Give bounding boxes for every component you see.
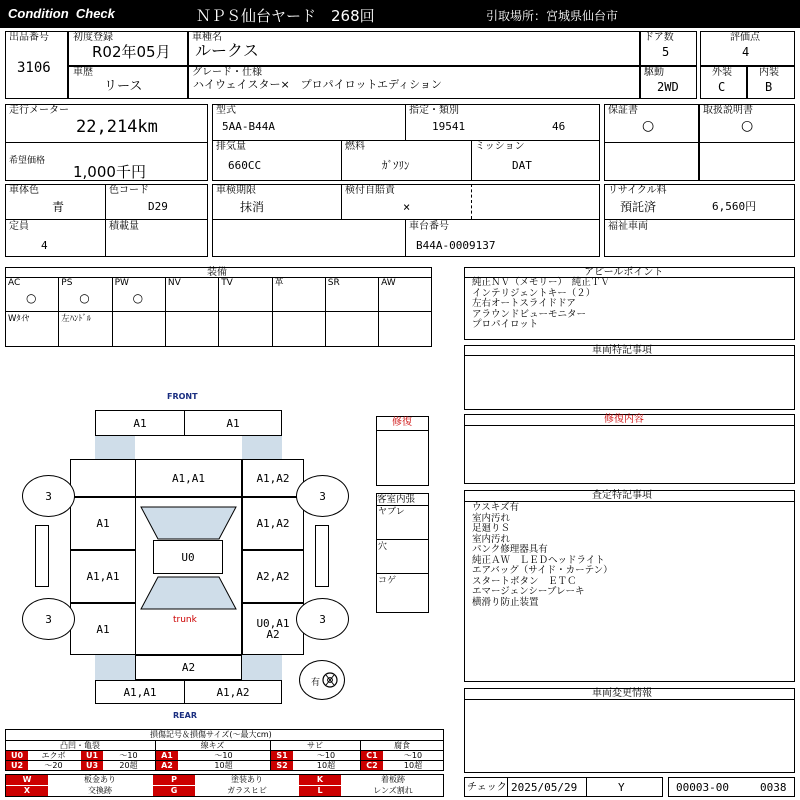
warranty-mark: ○ bbox=[642, 118, 655, 134]
inspector-notes-list bbox=[472, 503, 613, 608]
symbol-code: K bbox=[299, 775, 341, 785]
panel-right-quarter: U0,A1 A2 bbox=[242, 603, 304, 655]
legend-size: 〜10 bbox=[403, 751, 423, 760]
inspection-box bbox=[212, 184, 600, 257]
equipment-mark: ○ bbox=[132, 291, 144, 305]
score-label: 評価点 bbox=[730, 32, 760, 43]
front-label: FRONT bbox=[167, 392, 198, 401]
appeal-line: プロパイロット bbox=[472, 319, 539, 330]
legend-size: 20超 bbox=[119, 761, 138, 770]
inspection-value: 抹消 bbox=[240, 200, 265, 214]
panel-right-door-front: A1,A2 bbox=[242, 497, 304, 550]
note-line: エマージェンシーブレーキ bbox=[472, 586, 585, 597]
spare-tire-icon bbox=[322, 672, 338, 688]
drive-label: 駆動 bbox=[644, 67, 664, 78]
manual-mark: ○ bbox=[741, 118, 754, 134]
panel-hood: A1,A1 bbox=[135, 459, 242, 497]
legend-size: エクボ bbox=[41, 751, 66, 760]
doors-value: 5 bbox=[662, 45, 670, 59]
cabin-item: ヤブレ bbox=[378, 507, 405, 517]
mirror-right bbox=[315, 525, 329, 587]
mileage-label: 走行メーター bbox=[9, 105, 69, 116]
legend-code: A1 bbox=[156, 751, 178, 760]
legend-group-title: 凸凹・亀裂 bbox=[60, 741, 100, 750]
cabin-title: 客室内張 bbox=[377, 494, 416, 505]
equipment-mark: ○ bbox=[79, 291, 90, 305]
legend-title: 損傷記号＆損傷サイズ(〜最大cm) bbox=[150, 730, 272, 739]
grade-label: グレード・仕様 bbox=[192, 67, 262, 78]
drive-value: 2WD bbox=[657, 80, 679, 94]
designation-label: 指定・類別 bbox=[409, 105, 459, 116]
chassis-value: B44A-0009137 bbox=[416, 239, 496, 252]
price-value: 1,000千円 bbox=[73, 163, 146, 181]
color-code-value: D29 bbox=[148, 200, 168, 213]
exterior-value: C bbox=[718, 80, 726, 94]
tire-rear-left: 3 bbox=[22, 598, 75, 640]
panel-front-fender-left bbox=[70, 459, 136, 497]
symbol-code: P bbox=[153, 775, 195, 785]
car-name-label: 車種名 bbox=[192, 32, 222, 43]
header-bar bbox=[0, 0, 800, 28]
note-line: スタートボタン ＥＴＣ bbox=[472, 575, 577, 587]
exterior-label: 外装 bbox=[712, 67, 732, 78]
symbol-label: 板金あり bbox=[84, 775, 116, 784]
glass-shapes bbox=[135, 497, 242, 655]
check-mark: Y bbox=[618, 781, 625, 794]
grade-value: ハイウェイスター× プロパイロットエディション bbox=[193, 78, 442, 91]
cabin-item: コゲ bbox=[378, 576, 397, 586]
equipment-label: PS bbox=[61, 278, 73, 288]
equipment-label: AW bbox=[381, 278, 396, 288]
legend-code: C2 bbox=[361, 761, 383, 770]
manual-label: 取扱説明書 bbox=[703, 105, 753, 116]
note-line: 純正ＡＷ ＬＥＤヘッドライト bbox=[472, 554, 605, 566]
note-line: パンク修理器具有 bbox=[472, 544, 548, 555]
lot-number: 3106 bbox=[17, 60, 51, 76]
panel-front-fender-right: A1,A2 bbox=[242, 459, 304, 497]
legend-code: C1 bbox=[361, 751, 383, 760]
symbol-label: 塗装あり bbox=[231, 775, 263, 784]
legend-code: U1 bbox=[81, 751, 103, 760]
designation-value: 19541 bbox=[432, 120, 466, 133]
legend-size: 〜20 bbox=[44, 761, 63, 770]
legend-group-title: 線キズ bbox=[200, 741, 225, 750]
lot-label: 出品番号 bbox=[9, 32, 49, 43]
cabin-item: 穴 bbox=[378, 542, 388, 552]
appeal-line: 左右オートスライドドア bbox=[472, 298, 576, 309]
panel-rear-bumper-left: A1,A1 bbox=[95, 680, 185, 704]
body-color-value: 青 bbox=[52, 200, 65, 214]
history-value: リース bbox=[104, 79, 143, 94]
legend-code: U2 bbox=[6, 761, 28, 770]
equipment-label: 革 bbox=[274, 278, 284, 288]
model-value: 5AA-B44A bbox=[222, 120, 275, 133]
capacity-value: 4 bbox=[41, 239, 48, 252]
equipment-title: 装備 bbox=[207, 267, 227, 278]
displacement-value: 660CC bbox=[228, 159, 262, 172]
legend-size: 10超 bbox=[403, 761, 423, 770]
interior-label: 内装 bbox=[759, 67, 779, 78]
pickup-location: 引取場所：宮城県仙台市 bbox=[486, 9, 619, 23]
mission-value: DAT bbox=[512, 159, 532, 172]
symbol-label: レンズ割れ bbox=[373, 786, 413, 795]
legend-code: S2 bbox=[271, 761, 293, 770]
note-line: 足廻りＳ bbox=[472, 523, 511, 534]
panel-rear-bumper-right: A1,A2 bbox=[184, 680, 282, 704]
panel-roof: U0 bbox=[153, 540, 223, 574]
appeal-list bbox=[472, 278, 610, 331]
capacity-label: 定員 bbox=[9, 221, 29, 232]
symbol-code: L bbox=[299, 786, 341, 796]
inspection-label: 車検期限 bbox=[216, 185, 256, 196]
symbol-label: 交換跡 bbox=[88, 786, 112, 795]
color-code-label: 色コード bbox=[109, 185, 149, 196]
trunk-label: trunk bbox=[173, 615, 197, 625]
code-number: 0038 bbox=[760, 781, 787, 794]
legend-code: S1 bbox=[271, 751, 293, 760]
recycle-label: リサイクル料 bbox=[608, 185, 667, 196]
legend-size: 〜10 bbox=[119, 751, 138, 760]
warranty-label: 保証書 bbox=[608, 105, 638, 116]
equipment-label: TV bbox=[221, 278, 233, 288]
panel-left-door-rear: A1,A1 bbox=[70, 550, 136, 603]
panel-front-right: A1 bbox=[184, 410, 282, 436]
equipment-extra: Wﾀｲﾔ bbox=[8, 314, 30, 324]
inspector-notes-title: 査定特記事項 bbox=[592, 490, 652, 501]
symbol-code: G bbox=[153, 786, 195, 796]
welfare-label: 福祉車両 bbox=[608, 221, 648, 232]
fuel-label: 燃料 bbox=[345, 141, 365, 152]
check-label: チェック bbox=[467, 782, 507, 793]
legend-size: 10超 bbox=[214, 761, 233, 770]
change-info-box bbox=[464, 688, 795, 773]
legend-size: 〜10 bbox=[214, 751, 233, 760]
rear-label: REAR bbox=[173, 711, 197, 720]
body-color-label: 車体色 bbox=[9, 185, 39, 196]
history-label: 車歴 bbox=[73, 67, 93, 78]
first-reg-label: 初度登録 bbox=[73, 32, 113, 43]
load-label: 積載量 bbox=[109, 221, 139, 232]
tire-rear-right: 3 bbox=[296, 598, 349, 640]
price-label: 希望価格 bbox=[9, 156, 46, 166]
liability-value: × bbox=[403, 200, 411, 214]
recycle-status: 預託済 bbox=[620, 200, 657, 214]
symbol-label: ガラスヒビ bbox=[227, 786, 267, 795]
repair-label: 修復 bbox=[392, 417, 412, 428]
doors-label: ドア数 bbox=[644, 32, 674, 43]
interior-value: B bbox=[765, 80, 773, 94]
note-line: 室内汚れ bbox=[472, 512, 511, 524]
equipment-mark: ○ bbox=[26, 291, 37, 305]
change-info-title: 車両変更情報 bbox=[592, 688, 652, 699]
liability-label: 検付自賠責 bbox=[345, 185, 395, 196]
symbol-label: 着板跡 bbox=[381, 775, 405, 784]
displacement-label: 排気量 bbox=[216, 141, 246, 152]
appeal-line: アラウンドビューモニター bbox=[472, 308, 587, 320]
category-value: 46 bbox=[552, 120, 566, 133]
mission-label: ミッション bbox=[475, 141, 525, 152]
spare-prefix: 有 bbox=[311, 678, 321, 688]
score-value: 4 bbox=[742, 45, 750, 59]
fuel-value: ｶﾞｿﾘﾝ bbox=[382, 159, 410, 172]
legend-group-title: 腐食 bbox=[394, 741, 410, 750]
panel-left-quarter: A1 bbox=[70, 603, 136, 655]
panel-left-door-front: A1 bbox=[70, 497, 136, 550]
panel-rear-gate: A2 bbox=[135, 655, 242, 680]
recycle-amount: 6,560円 bbox=[712, 200, 757, 213]
repair-contents-title: 修復内容 bbox=[604, 414, 644, 425]
appeal-title: アピールポイント bbox=[584, 267, 664, 278]
equipment-label: SR bbox=[327, 278, 340, 288]
mileage-value: 22,214km bbox=[76, 117, 158, 137]
model-label: 型式 bbox=[216, 105, 236, 116]
legend-group-title: サビ bbox=[307, 741, 323, 750]
note-line: ウスキズ有 bbox=[472, 502, 520, 513]
appeal-line: インテリジェントキー（２） bbox=[472, 287, 596, 299]
equipment-label: PW bbox=[114, 278, 129, 288]
legend-code: A2 bbox=[156, 761, 178, 770]
symbol-code: X bbox=[6, 786, 48, 796]
chassis-label: 車台番号 bbox=[409, 221, 449, 232]
legend-size: 10超 bbox=[316, 761, 336, 770]
note-line: 室内汚れ bbox=[472, 533, 511, 545]
tire-front-left: 3 bbox=[22, 475, 75, 517]
panel-right-door-rear: A2,A2 bbox=[242, 550, 304, 603]
note-line: エアバッグ（サイド・カーテン） bbox=[472, 565, 613, 576]
mirror-left bbox=[35, 525, 49, 587]
equipment-extra: 左ﾊﾝﾄﾞﾙ bbox=[61, 314, 92, 324]
venue-title: ＮＰＳ仙台ヤード 268回 bbox=[196, 7, 375, 25]
legend-size: 〜10 bbox=[316, 751, 336, 760]
legend-code: U0 bbox=[6, 751, 28, 760]
first-reg-value: R02年05月 bbox=[92, 43, 171, 61]
brand-title: Condition Check bbox=[8, 6, 115, 21]
equipment-label: NV bbox=[167, 278, 181, 288]
symbol-code: W bbox=[6, 775, 48, 785]
equipment-label: AC bbox=[8, 278, 21, 288]
code-value: 00003-00 bbox=[676, 781, 729, 794]
car-name-value: ルークス bbox=[195, 41, 259, 60]
legend-code: U3 bbox=[81, 761, 103, 770]
special-notes-title: 車両特記事項 bbox=[592, 345, 652, 356]
check-date: 2025/05/29 bbox=[511, 781, 578, 794]
note-line: 横滑り防止装置 bbox=[472, 596, 539, 608]
tire-front-right: 3 bbox=[296, 475, 349, 517]
appeal-line: 純正ＮＶ（メモリー） 純正ＴＶ bbox=[472, 277, 610, 288]
panel-front-left: A1 bbox=[95, 410, 185, 436]
